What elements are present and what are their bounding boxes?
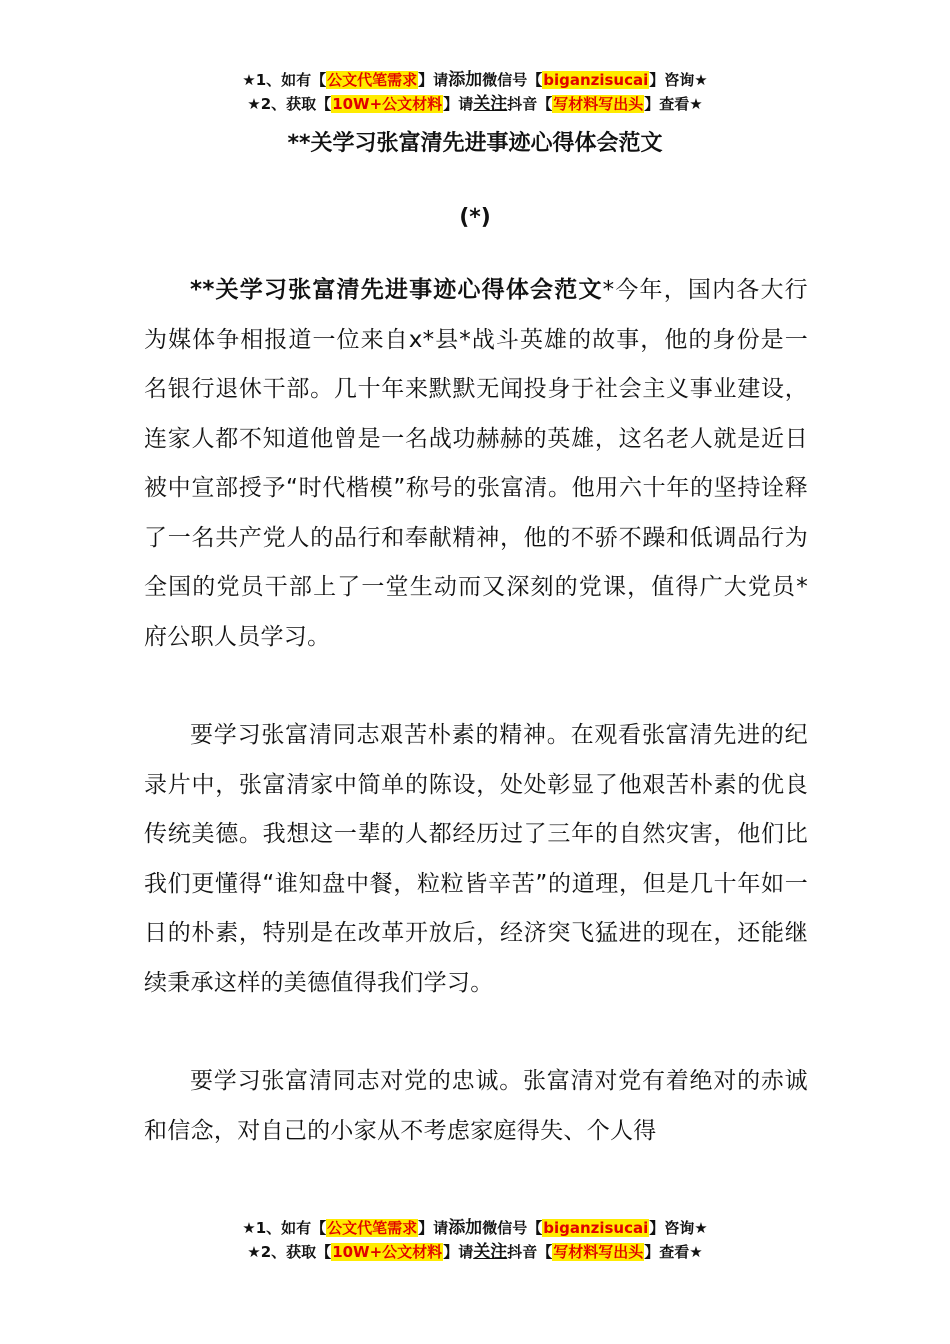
highlight-service: 公文代笔需求	[327, 1219, 418, 1237]
banner-line-2: ★2、获取【10W+公文材料】请关注抖音【写材料写出头】查看★	[247, 94, 703, 114]
highlight-wechat-id: biganzisucai	[543, 1219, 649, 1237]
document-body	[144, 266, 808, 1156]
footer-banner	[0, 1216, 950, 1264]
highlight-douyin-id: 写材料写出头	[553, 1243, 644, 1261]
document-title: **关学习张富清先进事迹心得体会范文	[287, 131, 663, 156]
highlight-materials: 10W+公文材料	[332, 95, 443, 113]
banner-line-2: ★2、获取【10W+公文材料】请关注抖音【写材料写出头】查看★	[247, 1242, 703, 1262]
highlight-service: 公文代笔需求	[327, 71, 418, 89]
banner-line-1: ★1、如有【公文代笔需求】请添加微信号【biganzisucai】咨询★	[242, 70, 708, 90]
header-banner	[0, 68, 950, 116]
paragraph-2: 要学习张富清同志艰苦朴素的精神。在观看张富清先进的纪录片中，张富清家中简单的陈设，处处彰显了他艰苦朴素的优良传统美德。我想这一辈的人都经历过了三年的自然灾害，他们比我们更懂得“谁知盘中餐，粒粒皆辛苦”的道理，但是几十年如一日的朴素，特别是在改革开放后，经济突飞猛进的现在，还能继续秉承这样的美德值得我们学习。	[144, 722, 808, 996]
banner-line-1: ★1、如有【公文代笔需求】请添加微信号【biganzisucai】咨询★	[242, 1218, 708, 1238]
document-subtitle: (*)	[459, 205, 491, 230]
paragraph-3: 要学习张富清同志对党的忠诚。张富清对党有着绝对的赤诚和信念，对自己的小家从不考虑家庭得失、个人得	[144, 1068, 808, 1144]
highlight-materials: 10W+公文材料	[332, 1243, 443, 1261]
paragraph-1: **关学习张富清先进事迹心得体会范文*今年，国内各大行为媒体争相报道一位来自x*县*战斗英雄的故事，他的身份是一名银行退休干部。几十年来默默无闻投身于社会主义事业建设，连家人都不知道他曾是一名战功赫赫的英雄，这名老人就是近日被中宣部授予“时代楷模”称号的张富清。他用六十年的坚持诠释了一名共产党人的品行和奉献精神，他的不骄不躁和低调品行为全国的党员干部上了一堂生动而又深刻的党课，值得广大党员*府公职人员学习。	[144, 277, 808, 650]
paragraph-lead: **关学习张富清先进事迹心得体会范文	[190, 277, 603, 303]
highlight-wechat-id: biganzisucai	[543, 71, 649, 89]
highlight-douyin-id: 写材料写出头	[553, 95, 644, 113]
